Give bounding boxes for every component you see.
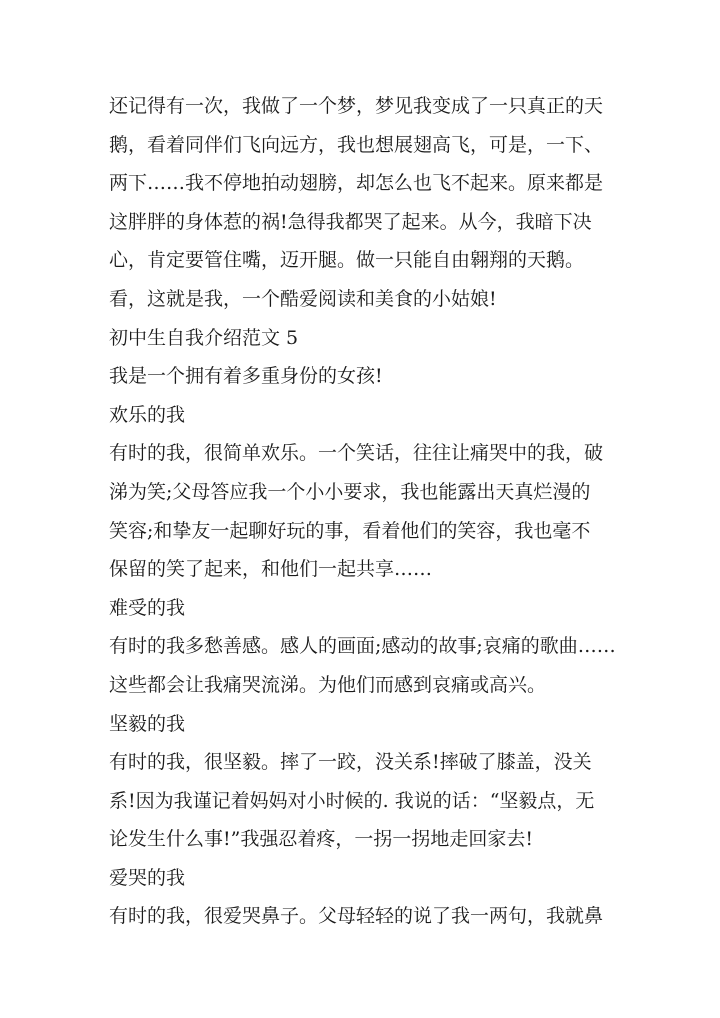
paragraph-line: 有时的我，很简单欢乐。一个笑话，往往让痛哭中的我，破 <box>109 442 604 465</box>
subheading: 爱哭的我 <box>109 866 186 889</box>
paragraph-line: 保留的笑了起来，和他们一起共享…… <box>109 558 433 581</box>
paragraph-line: 系!因为我谨记着妈妈对小时候的. 我说的话：“坚毅点，无 <box>109 789 595 812</box>
paragraph-line: 我是一个拥有着多重身份的女孩! <box>109 365 383 388</box>
paragraph-line: 涕为笑;父母答应我一个小小要求，我也能露出天真烂漫的 <box>109 480 591 503</box>
paragraph-line: 这胖胖的身体惹的祸!急得我都哭了起来。从今，我暗下决 <box>109 210 592 233</box>
paragraph-line: 论发生什么事!”我强忍着疼，一拐一拐地走回家去! <box>109 828 533 851</box>
subheading: 坚毅的我 <box>109 712 186 735</box>
paragraph-line: 心，肯定要管住嘴，迈开腿。做一只能自由翱翔的天鹅。 <box>109 249 585 272</box>
subheading: 欢乐的我 <box>109 403 186 426</box>
section-title: 初中生自我介绍范文 5 <box>109 326 299 349</box>
paragraph-line: 这些都会让我痛哭流涕。为他们而感到哀痛或高兴。 <box>109 673 547 696</box>
paragraph-line: 有时的我多愁善感。感人的画面;感动的故事;哀痛的歌曲…… <box>109 635 616 658</box>
paragraph-line: 两下……我不停地拍动翅膀，却怎么也飞不起来。原来都是 <box>109 172 604 195</box>
paragraph-line: 鹅，看着同伴们飞向远方，我也想展翅高飞，可是，一下、 <box>109 133 604 156</box>
document-body <box>109 87 619 936</box>
paragraph-line: 有时的我，很爱哭鼻子。父母轻轻的说了我一两句，我就鼻 <box>109 905 604 928</box>
paragraph-line: 还记得有一次，我做了一个梦，梦见我变成了一只真正的天 <box>109 95 604 117</box>
subheading: 难受的我 <box>109 596 186 619</box>
paragraph-line: 看，这就是我，一个酷爱阅读和美食的小姑娘! <box>109 287 497 310</box>
paragraph-line: 有时的我，很坚毅。摔了一跤，没关系!摔破了膝盖，没关 <box>109 751 592 774</box>
paragraph-line: 笑容;和挚友一起聊好玩的事，看着他们的笑容，我也毫不 <box>109 519 591 542</box>
